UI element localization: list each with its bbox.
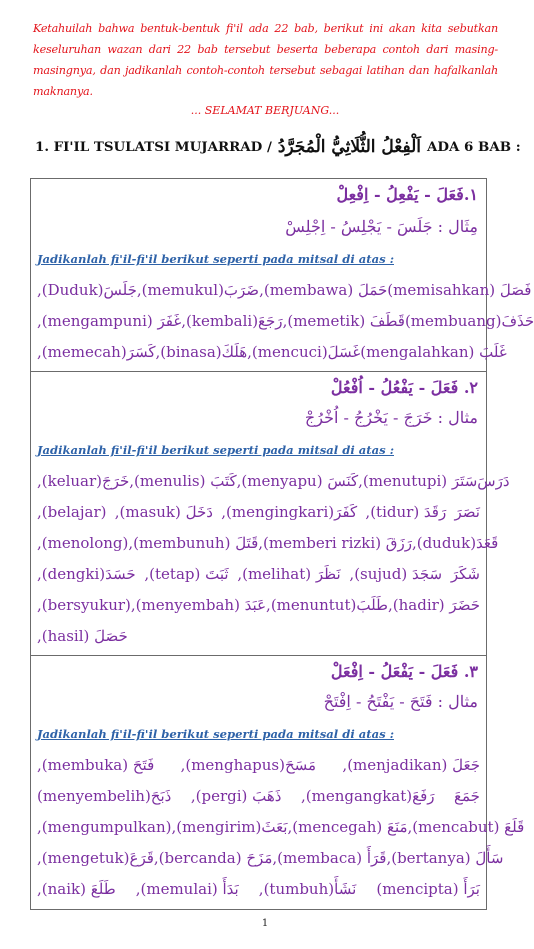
verb-row xyxy=(37,627,480,645)
page-number: 1 xyxy=(261,918,269,929)
verb-item: رَزَقَ (memberi rizki), xyxy=(258,534,412,552)
instruction: Jadikanlah fi'il-fi'il berikut seperti pada mitsal di atas : xyxy=(37,443,394,457)
instruction: Jadikanlah fi'il-fi'il berikut seperti pada mitsal di atas : xyxy=(37,252,394,266)
bab-example: مِثَال : جَلَسَ - يَجْلِسُ - اِجْلِسْ xyxy=(285,217,478,236)
bab-section-1 xyxy=(31,179,534,371)
verb-item: قَعَدَ(duduk), xyxy=(411,534,499,552)
verb-item: نَصَرَ xyxy=(454,503,480,521)
verb-item: جَعَلَ (menjadikan), xyxy=(342,756,480,774)
verb-item: طَلَعَ (naik), xyxy=(37,880,116,898)
verb-item: ضَرَبَ(memukul), xyxy=(136,281,260,299)
verb-item: خَرَجَ(keluar), xyxy=(37,472,130,490)
verb-item: رَجَعَ(kembali), xyxy=(181,312,283,330)
verb-row xyxy=(37,880,480,898)
verb-item: حَسَدَ(dengki), xyxy=(37,565,136,583)
verb-item: سَتَرَ (menutupi), xyxy=(358,472,478,490)
verb-item: فَصَلَ (memisahkan) xyxy=(387,281,532,299)
verb-row xyxy=(37,534,499,552)
title-label: 1. FI'IL TSULATSI MUJARRAD / xyxy=(35,139,272,155)
verb-item: غَلَبَ (mengalahkan) xyxy=(360,343,507,361)
verb-item: قَلَعَ (mencabut), xyxy=(407,818,525,836)
verb-item: حَضَرَ (hadir), xyxy=(387,596,480,614)
verb-item: حَمَلَ (membawa), xyxy=(259,281,388,299)
verb-item: شَكَرَ xyxy=(450,565,480,583)
verb-row xyxy=(37,343,507,361)
bab-section-2 xyxy=(31,371,510,656)
bab-pattern: ٣. فَعَلَ - يَفْعَلُ - اِفْعَلْ xyxy=(330,662,478,681)
verb-item: ذَبَحَ(menyembelih) xyxy=(37,787,172,805)
verb-item: قَرَعَ(mengetuk), xyxy=(37,849,154,867)
verb-item: بَدَأَ (memulai), xyxy=(135,880,239,898)
verb-item: قَطَفَ (memetik), xyxy=(282,312,405,330)
verb-item: عَبَدَ (menyembah), xyxy=(130,596,267,614)
verb-row xyxy=(37,756,480,774)
bab-example: مثال : خَرَجَ - يَخْرُجُ - اُخْرُجْ xyxy=(304,408,478,427)
verb-row xyxy=(37,596,480,614)
verb-item: رَقَدَ (tidur), xyxy=(365,503,447,521)
intro-paragraph: Ketahuilah bahwa bentuk-bentuk fi'il ada 22 bab, berikut ini akan kita sebutkan keseluruhan wazan dari 22 bab tersebut beserta beberapa contoh dari masing-masingnya, dan jadikanlah contoh-contoh tersebut sebagai latihan dan hafalkanlah maknanya. xyxy=(33,22,498,98)
verb-item: جَلَسَ(Duduk), xyxy=(37,281,137,299)
verb-item: مَنَعَ (mencegah), xyxy=(287,818,408,836)
verb-item: رَفَعَ(mengangkat), xyxy=(301,787,435,805)
verb-item: نَشَأَ(tumbuh), xyxy=(258,880,357,898)
verb-item: مَسَحَ(menghapus), xyxy=(180,756,317,774)
verb-row xyxy=(37,281,532,299)
verb-item: بَرَأَ (mencipta) xyxy=(376,880,480,898)
verb-item: سَأَلَ (bertanya), xyxy=(386,849,504,867)
verb-row xyxy=(37,849,504,867)
verb-item: كَتَبَ (menulis), xyxy=(129,472,237,490)
verb-item: غَسَلَ(mencuci), xyxy=(247,343,361,361)
instruction: Jadikanlah fi'il-fi'il berikut seperti pada mitsal di atas : xyxy=(37,727,394,741)
verb-item: نَظَرَ (melihat), xyxy=(237,565,341,583)
verb-row xyxy=(37,787,480,805)
verb-item: جَمَعَ xyxy=(454,787,480,805)
verb-item: (bersyukur), xyxy=(37,596,131,614)
page-title xyxy=(35,137,521,157)
verb-item: سَجَدَ (sujud), xyxy=(349,565,443,583)
verb-item: فَتَحَ (membuka), xyxy=(37,756,155,774)
verb-item: قَتَلَ (membunuh), xyxy=(128,534,259,552)
verb-item: كَنَسَ (menyapu), xyxy=(236,472,359,490)
verb-item: (mengumpulkan), xyxy=(37,818,172,836)
verb-item: ذَهَبَ (pergi), xyxy=(190,787,282,805)
verb-row xyxy=(37,312,534,330)
verb-item: (belajar), xyxy=(37,503,107,521)
verb-row xyxy=(37,818,525,836)
verb-row xyxy=(37,565,480,583)
verb-row xyxy=(37,472,510,490)
verb-item: قَرَأَ (membaca), xyxy=(272,849,387,867)
verb-item: كَسَرَ(memecah), xyxy=(37,343,156,361)
verb-item: هَلَكَ(binasa), xyxy=(155,343,248,361)
title-suffix: ADA 6 BAB : xyxy=(427,139,521,155)
bab-pattern: ١.فَعَلَ - يَفْعِلُ - اِفْعِلْ xyxy=(336,185,478,204)
verb-item: دَرَسَ xyxy=(477,472,510,490)
verb-item: كَفَرَ(mengingkari), xyxy=(221,503,358,521)
verb-row xyxy=(37,503,480,521)
motto: ... SELAMAT BERJUANG... xyxy=(190,104,340,117)
bab-example: مثال : فَتَحَ - يَفْتَحُ - اِفْتَحْ xyxy=(323,692,478,711)
verb-item: ثَبَتَ (tetap), xyxy=(144,565,229,583)
title-arabic: اَلْفِعْلُ الثُّلَاثِيُّ الْمُجَرَّدُ xyxy=(277,137,421,157)
bab-section-3 xyxy=(31,655,525,909)
verb-item: بَعَثَ(mengirim), xyxy=(171,818,288,836)
verb-item: حَذَفَ(membuang) xyxy=(404,312,534,330)
verb-item: دَخَلَ (masuk), xyxy=(114,503,213,521)
verb-item: غَفَرَ (mengampuni), xyxy=(37,312,182,330)
verb-item: طَلَبَ(menuntut), xyxy=(266,596,388,614)
verb-item: حَصَلَ (hasil), xyxy=(37,627,128,645)
verb-item: (menolong), xyxy=(37,534,129,552)
verb-item: مَزَحَ (bercanda), xyxy=(153,849,273,867)
bab-table xyxy=(30,178,534,910)
bab-pattern: ٢. فَعَلَ - يَفْعُلُ - اُفْعُلْ xyxy=(330,378,478,397)
